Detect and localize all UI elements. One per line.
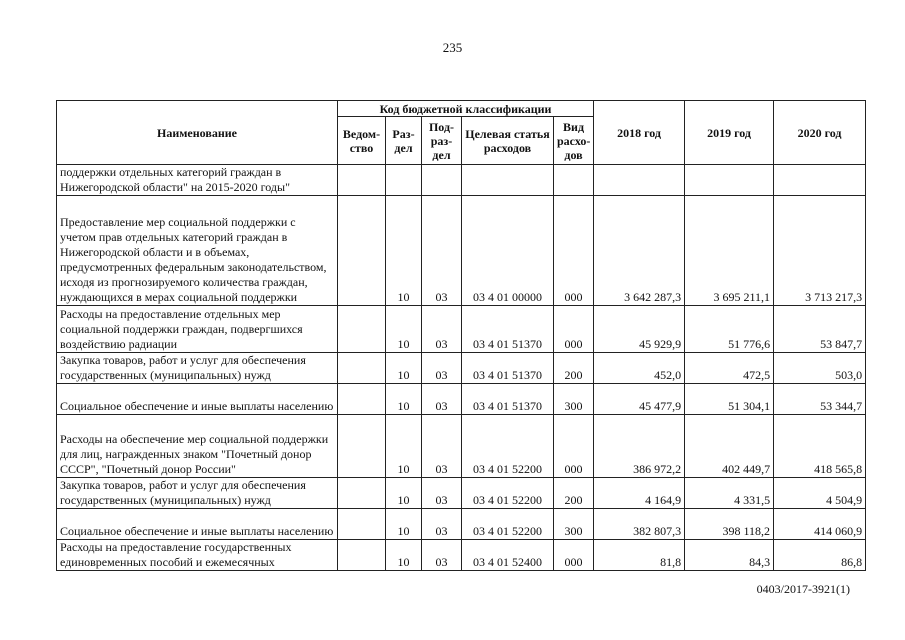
cell-y2018: 386 972,2 <box>594 415 685 478</box>
header-target: Целевая статья расходов <box>462 117 554 165</box>
page-number: 235 <box>442 40 463 55</box>
cell-dept <box>338 353 386 384</box>
cell-dept <box>338 384 386 415</box>
document-code: 0403/2017-3921(1) <box>756 582 850 596</box>
cell-dept <box>338 196 386 306</box>
cell-target: 03 4 01 52200 <box>462 415 554 478</box>
cell-name: Расходы на предоставление государственных единовременных пособий и ежемесячных <box>57 540 338 571</box>
cell-y2018: 3 642 287,3 <box>594 196 685 306</box>
cell-exp-type: 000 <box>554 540 594 571</box>
cell-dept <box>338 415 386 478</box>
cell-y2020 <box>774 165 866 196</box>
cell-subsection: 03 <box>422 196 462 306</box>
cell-name: Расходы на обеспечение мер социальной поддержки для лиц, награжденных знаком "Почетный донор СССР", "Почетный донор России" <box>57 415 338 478</box>
cell-section: 10 <box>386 306 422 353</box>
cell-section: 10 <box>386 196 422 306</box>
table-row <box>57 165 866 196</box>
cell-subsection: 03 <box>422 540 462 571</box>
cell-exp-type: 000 <box>554 196 594 306</box>
cell-subsection: 03 <box>422 306 462 353</box>
cell-target: 03 4 01 51370 <box>462 353 554 384</box>
cell-section: 10 <box>386 478 422 509</box>
cell-y2018: 452,0 <box>594 353 685 384</box>
table-row <box>57 306 866 353</box>
cell-subsection: 03 <box>422 415 462 478</box>
cell-name: Предоставление мер социальной поддержки с учетом прав отдельных категорий граждан в Нижегородской области и в объемах, предусмотренных федеральным законодательством, исходя из прогнозируемого количества граждан, нуждающихся в мерах социальной поддержки <box>57 196 338 306</box>
cell-exp-type: 200 <box>554 478 594 509</box>
cell-exp-type: 300 <box>554 509 594 540</box>
cell-y2019: 3 695 211,1 <box>685 196 774 306</box>
cell-y2019 <box>685 165 774 196</box>
cell-exp-type: 200 <box>554 353 594 384</box>
cell-name: Социальное обеспечение и иные выплаты населению <box>57 384 338 415</box>
cell-subsection: 03 <box>422 384 462 415</box>
cell-section: 10 <box>386 540 422 571</box>
cell-name: поддержки отдельных категорий граждан в Нижегородской области" на 2015-2020 годы" <box>57 165 338 196</box>
header-2020: 2020 год <box>774 101 866 165</box>
cell-exp-type: 300 <box>554 384 594 415</box>
cell-target <box>462 165 554 196</box>
cell-target: 03 4 01 51370 <box>462 306 554 353</box>
cell-y2019: 51 776,6 <box>685 306 774 353</box>
cell-exp-type <box>554 165 594 196</box>
cell-y2018: 382 807,3 <box>594 509 685 540</box>
cell-dept <box>338 509 386 540</box>
cell-y2020: 418 565,8 <box>774 415 866 478</box>
cell-y2019: 402 449,7 <box>685 415 774 478</box>
cell-dept <box>338 306 386 353</box>
cell-y2018: 4 164,9 <box>594 478 685 509</box>
table-row <box>57 415 866 478</box>
budget-table <box>56 100 866 571</box>
cell-y2018 <box>594 165 685 196</box>
cell-target: 03 4 01 00000 <box>462 196 554 306</box>
cell-y2020: 503,0 <box>774 353 866 384</box>
cell-name: Закупка товаров, работ и услуг для обеспечения государственных (муниципальных) нужд <box>57 353 338 384</box>
cell-dept <box>338 540 386 571</box>
cell-y2018: 81,8 <box>594 540 685 571</box>
cell-y2020: 4 504,9 <box>774 478 866 509</box>
table-row <box>57 540 866 571</box>
header-2018: 2018 год <box>594 101 685 165</box>
cell-dept <box>338 165 386 196</box>
cell-exp-type: 000 <box>554 306 594 353</box>
cell-exp-type: 000 <box>554 415 594 478</box>
cell-dept <box>338 478 386 509</box>
cell-target: 03 4 01 52400 <box>462 540 554 571</box>
cell-section: 10 <box>386 384 422 415</box>
cell-section: 10 <box>386 509 422 540</box>
cell-target: 03 4 01 52200 <box>462 478 554 509</box>
cell-y2020: 53 344,7 <box>774 384 866 415</box>
header-subsection: Под-раз-дел <box>422 117 462 165</box>
header-name: Наименование <box>57 101 338 165</box>
cell-section <box>386 165 422 196</box>
cell-y2019: 398 118,2 <box>685 509 774 540</box>
cell-y2020: 53 847,7 <box>774 306 866 353</box>
cell-target: 03 4 01 51370 <box>462 384 554 415</box>
table-row <box>57 478 866 509</box>
table-row <box>57 509 866 540</box>
table-row <box>57 384 866 415</box>
cell-y2019: 51 304,1 <box>685 384 774 415</box>
cell-y2019: 472,5 <box>685 353 774 384</box>
header-section: Раз-дел <box>386 117 422 165</box>
header-code-group: Код бюджетной классификации <box>338 101 594 117</box>
cell-y2018: 45 929,9 <box>594 306 685 353</box>
cell-section: 10 <box>386 415 422 478</box>
cell-name: Закупка товаров, работ и услуг для обеспечения государственных (муниципальных) нужд <box>57 478 338 509</box>
cell-subsection: 03 <box>422 509 462 540</box>
cell-name: Социальное обеспечение и иные выплаты населению <box>57 509 338 540</box>
cell-subsection: 03 <box>422 478 462 509</box>
header-2019: 2019 год <box>685 101 774 165</box>
cell-y2020: 86,8 <box>774 540 866 571</box>
cell-name: Расходы на предоставление отдельных мер социальной поддержки граждан, подвергшихся воздействию радиации <box>57 306 338 353</box>
cell-y2019: 84,3 <box>685 540 774 571</box>
cell-y2018: 45 477,9 <box>594 384 685 415</box>
cell-subsection: 03 <box>422 353 462 384</box>
cell-section: 10 <box>386 353 422 384</box>
cell-y2020: 414 060,9 <box>774 509 866 540</box>
cell-y2019: 4 331,5 <box>685 478 774 509</box>
table-row <box>57 353 866 384</box>
header-dept: Ведом-ство <box>338 117 386 165</box>
cell-y2020: 3 713 217,3 <box>774 196 866 306</box>
cell-target: 03 4 01 52200 <box>462 509 554 540</box>
cell-subsection <box>422 165 462 196</box>
header-exp-type: Вид расхо-дов <box>554 117 594 165</box>
table-row <box>57 196 866 306</box>
